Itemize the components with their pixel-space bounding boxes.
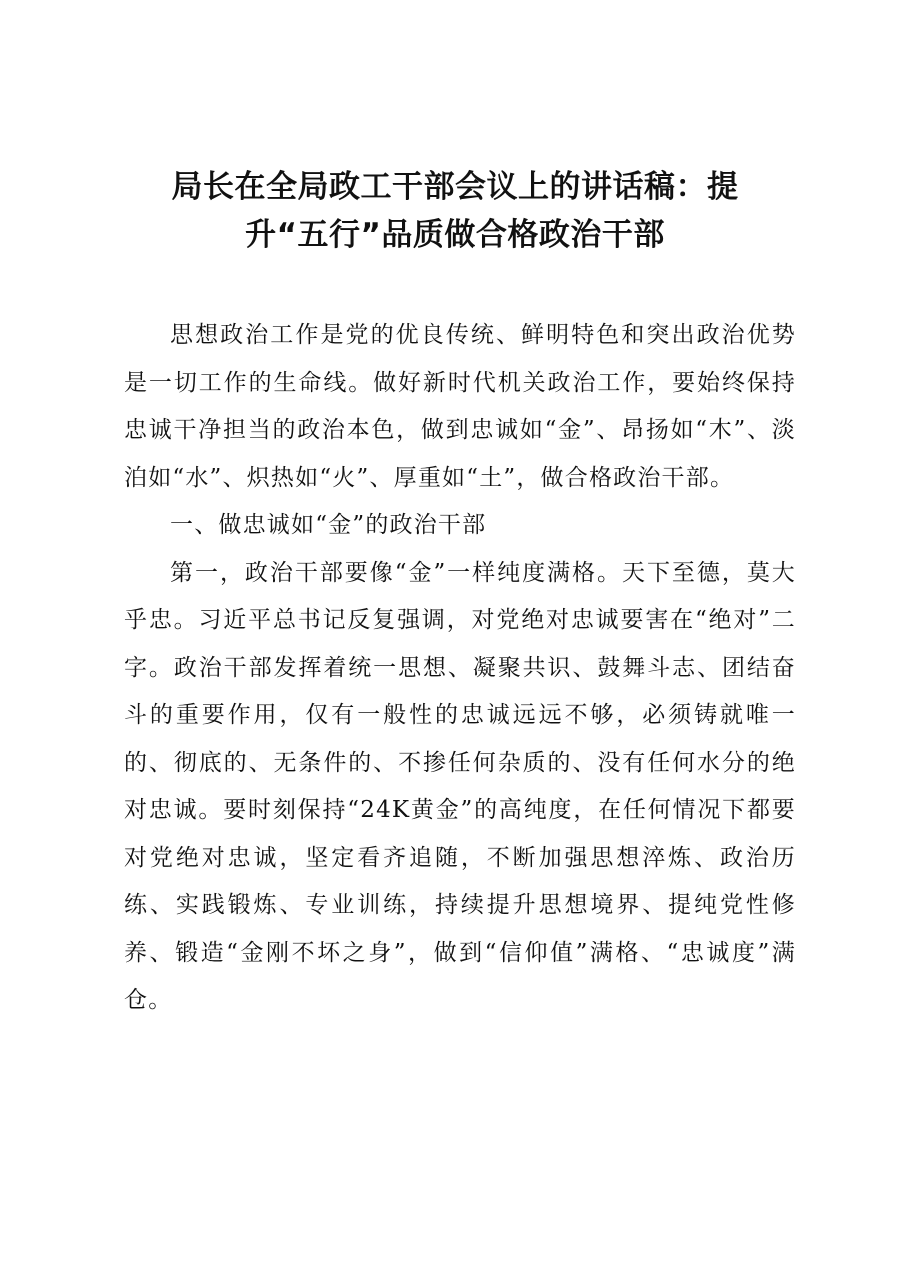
document-body bbox=[124, 312, 796, 1025]
section-paragraph: 第一，政治干部要像“金”一样纯度满格。天下至德，莫大乎忠。习近平总书记反复强调，对党绝对忠诚要害在“绝对”二字。政治干部发挥着统一思想、凝聚共识、鼓舞斗志、团结奋斗的重要作用，仅有一般性的忠诚远远不够，必须铸就唯一的、彻底的、无条件的、不掺任何杂质的、没有任何水分的绝对忠诚。要时刻保持“24K黄金”的高纯度，在任何情况下都要对党绝对忠诚，坚定看齐追随，不断加强思想淬炼、政治历练、实践锻炼、专业训练，持续提升思想境界、提纯党性修养、锻造“金刚不坏之身”，做到“信仰值”满格、“忠诚度”满仓。 bbox=[124, 559, 796, 1013]
title-line-1: 局长在全局政工干部会议上的讲话稿：提 bbox=[171, 169, 739, 205]
section-heading: 一、做忠诚如“金”的政治干部 bbox=[170, 512, 487, 538]
document-title bbox=[110, 163, 800, 259]
title-line-2: 升“五行”品质做合格政治干部 bbox=[245, 217, 665, 253]
intro-paragraph: 思想政治工作是党的优良传统、鲜明特色和突出政治优势是一切工作的生命线。做好新时代机关政治工作，要始终保持忠诚干净担当的政治本色，做到忠诚如“金”、昂扬如“木”、淡泊如“水”、炽热如“火”、厚重如“土”，做合格政治干部。 bbox=[124, 322, 796, 491]
